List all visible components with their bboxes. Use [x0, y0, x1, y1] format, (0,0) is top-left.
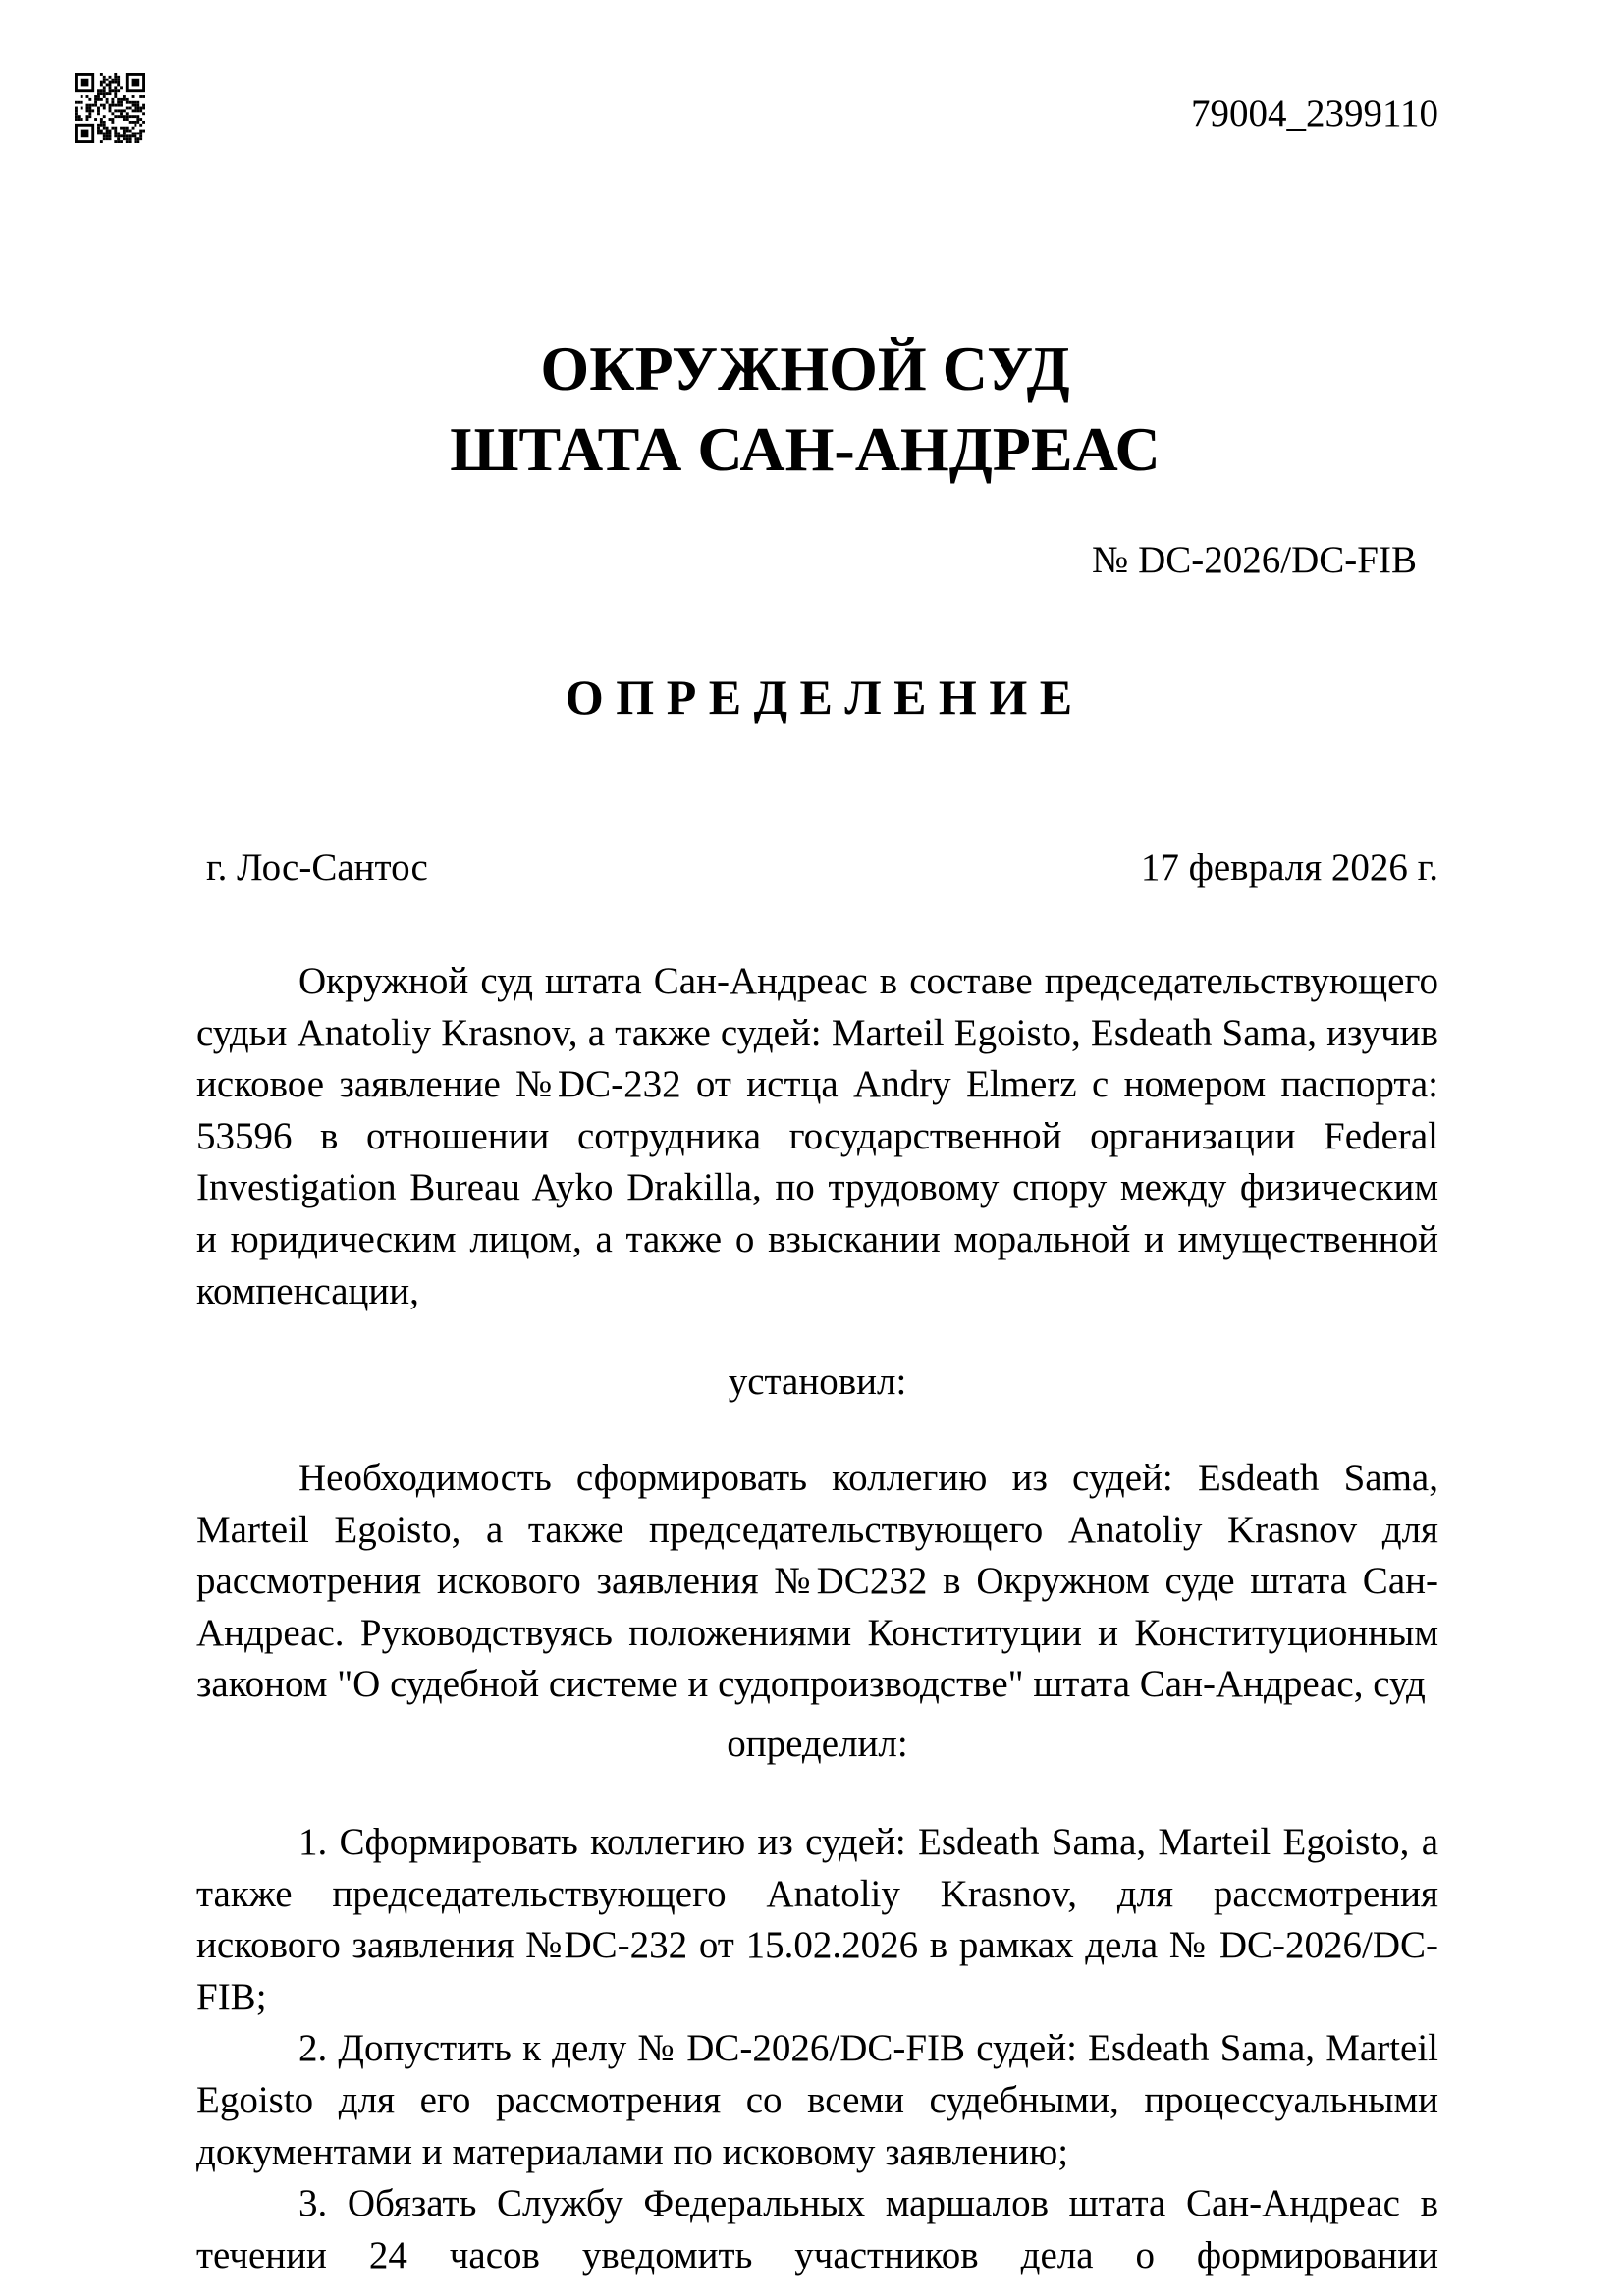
qr-module	[109, 81, 112, 84]
qr-module	[86, 104, 89, 107]
qr-module	[136, 115, 139, 118]
text-line: Egoisto для его рассмотрения со всеми судебными, процессуальными	[196, 2078, 1438, 2121]
qr-module	[106, 132, 109, 134]
qr-module	[117, 137, 120, 140]
text-line: 1. Сформировать коллегию из судей: Esdeath Sama, Marteil Egoisto, а	[298, 1821, 1438, 1863]
qr-module	[129, 121, 132, 124]
qr-module	[109, 89, 112, 92]
qr-module	[120, 104, 123, 107]
qr-module	[117, 76, 120, 79]
qr-module	[97, 95, 100, 98]
qr-module	[86, 115, 89, 118]
qr-module	[103, 121, 106, 124]
qr-module	[100, 132, 103, 134]
qr-module	[86, 107, 89, 110]
qr-module	[109, 130, 112, 133]
decision-item	[196, 2178, 1438, 2281]
qr-module	[106, 101, 109, 104]
qr-module	[132, 104, 135, 107]
qr-module	[106, 127, 109, 130]
qr-code-icon	[75, 71, 145, 145]
qr-module	[100, 73, 103, 76]
qr-module	[120, 134, 123, 137]
qr-module	[142, 107, 145, 110]
text-line: законом "О судебной системе и судопроизводстве" штата Сан-Андреас, суд	[196, 1663, 1426, 1706]
qr-module	[103, 95, 106, 98]
qr-module	[114, 134, 117, 137]
qr-module	[120, 109, 123, 112]
qr-module	[88, 115, 91, 118]
qr-module	[111, 127, 114, 130]
qr-module	[111, 118, 114, 121]
qr-module	[132, 132, 135, 134]
qr-module	[106, 130, 109, 133]
qr-module	[120, 101, 123, 104]
qr-module	[114, 79, 117, 81]
qr-module	[111, 104, 114, 107]
qr-module	[75, 118, 78, 121]
qr-module	[111, 89, 114, 92]
qr-module	[139, 95, 142, 98]
qr-module	[136, 140, 139, 143]
qr-module	[97, 92, 100, 95]
qr-module	[132, 115, 135, 118]
qr-module	[106, 137, 109, 140]
qr-module	[120, 115, 123, 118]
qr-module	[97, 112, 100, 115]
qr-module	[132, 101, 135, 104]
qr-module	[94, 101, 97, 104]
qr-module	[109, 92, 112, 95]
court-title	[0, 329, 1610, 490]
qr-module	[134, 121, 136, 124]
qr-module	[78, 101, 81, 104]
decision-item	[196, 2023, 1438, 2178]
qr-module	[142, 130, 145, 133]
qr-module	[103, 127, 106, 130]
qr-module	[114, 132, 117, 134]
qr-module	[134, 132, 136, 134]
qr-module	[91, 104, 94, 107]
qr-module	[117, 134, 120, 137]
qr-module	[139, 107, 142, 110]
qr-module	[123, 115, 126, 118]
qr-module	[100, 140, 103, 143]
qr-module	[139, 130, 142, 133]
qr-module	[114, 109, 117, 112]
qr-module	[78, 118, 81, 121]
qr-module	[132, 127, 135, 130]
text-line: компенсации,	[196, 1269, 419, 1312]
qr-module	[109, 134, 112, 137]
qr-module	[100, 89, 103, 92]
text-line: рассмотрения искового заявления №DC232 в Окружном суде штата Сан-	[196, 1560, 1438, 1603]
qr-module	[103, 115, 106, 118]
qr-module	[139, 109, 142, 112]
qr-module	[126, 130, 129, 133]
qr-module	[106, 79, 109, 81]
text-line: судьи Anatoliy Krasnov, а также судей: Marteil Egoisto, Esdeath Sama, изучив	[196, 1011, 1438, 1054]
established-heading: установил:	[728, 1361, 907, 1403]
qr-module	[129, 101, 132, 104]
qr-module	[123, 132, 126, 134]
qr-module	[97, 124, 100, 127]
qr-module	[117, 79, 120, 81]
qr-module	[117, 89, 120, 92]
qr-module	[114, 115, 117, 118]
qr-module	[81, 130, 89, 138]
qr-module	[111, 112, 114, 115]
qr-module	[88, 107, 91, 110]
qr-module	[117, 132, 120, 134]
qr-module	[123, 130, 126, 133]
qr-module	[109, 76, 112, 79]
qr-module	[109, 109, 112, 112]
qr-module	[106, 84, 109, 87]
qr-module	[132, 95, 135, 98]
text-line: также председательствующего Anatoliy Krasnov, для рассмотрения	[196, 1872, 1438, 1915]
qr-module	[129, 140, 132, 143]
qr-module	[97, 127, 100, 130]
qr-module	[123, 137, 126, 140]
text-line: FIB;	[196, 1975, 267, 2018]
qr-module	[114, 104, 117, 107]
qr-module	[103, 79, 106, 81]
qr-module	[114, 73, 117, 76]
qr-module	[81, 101, 83, 104]
qr-module	[126, 137, 129, 140]
qr-module	[126, 112, 129, 115]
qr-module	[100, 81, 103, 84]
qr-module	[114, 95, 117, 98]
qr-module	[109, 86, 112, 89]
qr-module	[75, 107, 78, 110]
qr-module	[136, 101, 139, 104]
qr-module	[103, 92, 106, 95]
qr-module	[111, 98, 114, 101]
case-number: № DC-2026/DC-FIB	[1092, 539, 1417, 581]
qr-module	[114, 76, 117, 79]
qr-module	[109, 84, 112, 87]
qr-module	[91, 109, 94, 112]
decided-heading: определил:	[727, 1723, 908, 1765]
qr-module	[123, 134, 126, 137]
qr-module	[123, 109, 126, 112]
qr-module	[78, 115, 81, 118]
qr-module	[123, 98, 126, 101]
qr-module	[88, 109, 91, 112]
qr-module	[100, 84, 103, 87]
qr-module	[100, 130, 103, 133]
qr-module	[100, 121, 103, 124]
qr-module	[100, 124, 103, 127]
qr-module	[134, 134, 136, 137]
qr-module	[142, 95, 145, 98]
qr-module	[139, 137, 142, 140]
qr-module	[106, 98, 109, 101]
qr-module	[75, 101, 78, 104]
qr-module	[134, 109, 136, 112]
qr-module	[86, 118, 89, 121]
document-number: 79004_2399110	[1190, 92, 1438, 134]
qr-module	[81, 107, 83, 110]
qr-module	[123, 95, 126, 98]
qr-module	[117, 140, 120, 143]
qr-module	[103, 86, 106, 89]
qr-module	[136, 109, 139, 112]
qr-module	[126, 101, 129, 104]
qr-module	[103, 134, 106, 137]
qr-module	[97, 132, 100, 134]
qr-module	[81, 118, 83, 121]
qr-module	[129, 134, 132, 137]
qr-module	[120, 140, 123, 143]
qr-module	[139, 124, 142, 127]
qr-module	[117, 84, 120, 87]
qr-module	[134, 115, 136, 118]
qr-module	[123, 127, 126, 130]
qr-module	[100, 92, 103, 95]
qr-module	[136, 107, 139, 110]
qr-module	[111, 101, 114, 104]
qr-module	[117, 101, 120, 104]
qr-module	[136, 104, 139, 107]
text-line: 2. Допустить к делу № DC-2026/DC-FIB судей: Esdeath Sama, Marteil	[298, 2027, 1438, 2070]
court-title-line: ШТАТА САН-АНДРЕАС	[450, 414, 1161, 484]
qr-module	[111, 121, 114, 124]
place: г. Лос-Сантос	[206, 846, 428, 888]
qr-module	[100, 98, 103, 101]
qr-module	[142, 112, 145, 115]
text-line: Окружной суд штата Сан-Андреас в составе председательствующего	[298, 960, 1438, 1002]
qr-module	[86, 109, 89, 112]
qr-module	[114, 140, 117, 143]
qr-module	[142, 121, 145, 124]
qr-module	[114, 86, 117, 89]
qr-module	[114, 92, 117, 95]
qr-module	[132, 121, 135, 124]
qr-module	[132, 79, 140, 87]
qr-module	[139, 134, 142, 137]
document-type-heading: О П Р Е Д Е Л Е Н И Е	[565, 669, 1073, 724]
qr-module	[136, 137, 139, 140]
qr-module	[114, 81, 117, 84]
qr-module	[134, 124, 136, 127]
qr-module	[120, 86, 123, 89]
qr-module	[103, 89, 106, 92]
decision-item	[196, 1817, 1438, 2023]
qr-module	[120, 98, 123, 101]
text-line: Андреас. Руководствуясь положениями Конституции и Конституционным	[196, 1611, 1438, 1654]
qr-module	[106, 134, 109, 137]
qr-module	[97, 107, 100, 110]
qr-module	[97, 109, 100, 112]
date: 17 февраля 2026 г.	[1140, 846, 1438, 888]
qr-module	[126, 98, 129, 101]
qr-module	[136, 118, 139, 121]
qr-module	[126, 107, 129, 110]
qr-module	[97, 130, 100, 133]
qr-module	[94, 98, 97, 101]
qr-module	[134, 104, 136, 107]
decision-items	[196, 1817, 1438, 2281]
qr-module	[111, 79, 114, 81]
qr-module	[103, 137, 106, 140]
qr-module	[117, 98, 120, 101]
qr-module	[114, 127, 117, 130]
qr-module	[103, 132, 106, 134]
court-title-line: ОКРУЖНОЙ СУД	[540, 334, 1070, 403]
text-line: документами и материалами по исковому заявлению;	[196, 2130, 1069, 2173]
qr-module	[106, 92, 109, 95]
qr-module	[75, 109, 78, 112]
qr-module	[94, 118, 97, 121]
intro-paragraph	[196, 956, 1438, 1317]
qr-module	[134, 137, 136, 140]
qr-module	[100, 104, 103, 107]
qr-module	[109, 118, 112, 121]
qr-module	[117, 104, 120, 107]
qr-module	[94, 104, 97, 107]
qr-module	[97, 98, 100, 101]
qr-module	[136, 132, 139, 134]
qr-module	[117, 81, 120, 84]
qr-module	[97, 89, 100, 92]
text-line: течении 24 часов уведомить участников дела о формировании	[196, 2233, 1438, 2276]
qr-module	[109, 132, 112, 134]
qr-module	[126, 134, 129, 137]
qr-module	[132, 109, 135, 112]
qr-module	[88, 104, 91, 107]
qr-module	[142, 104, 145, 107]
qr-module	[126, 115, 129, 118]
qr-module	[103, 124, 106, 127]
qr-module	[132, 134, 135, 137]
qr-module	[129, 107, 132, 110]
qr-module	[94, 95, 97, 98]
text-line: Investigation Bureau Ayko Drakilla, по трудовому спору между физическим	[196, 1166, 1438, 1209]
qr-module	[114, 89, 117, 92]
qr-module	[129, 137, 132, 140]
qr-module	[129, 115, 132, 118]
text-line: исковое заявление №DC-232 от истца Andry Elmerz с номером паспорта:	[196, 1063, 1438, 1106]
qr-module	[139, 132, 142, 134]
qr-module	[109, 104, 112, 107]
text-line: Marteil Egoisto, а также председательствующего Anatoliy Krasnov для	[196, 1508, 1438, 1551]
text-line: Необходимость сформировать коллегию из судей: Esdeath Sama,	[298, 1457, 1438, 1499]
qr-module	[103, 104, 106, 107]
text-line: 3. Обязать Службу Федеральных маршалов штата Сан-Андреас в	[298, 2182, 1438, 2225]
qr-module	[123, 118, 126, 121]
qr-module	[120, 127, 123, 130]
qr-module	[126, 140, 129, 143]
qr-module	[109, 137, 112, 140]
established-paragraph	[196, 1453, 1438, 1711]
qr-module	[134, 140, 136, 143]
qr-module	[117, 109, 120, 112]
qr-module	[81, 79, 89, 87]
text-line: искового заявления №DC-232 от 15.02.2026 в рамках дела № DC-2026/DC-	[196, 1924, 1438, 1967]
qr-module	[111, 81, 114, 84]
qr-module	[103, 107, 106, 110]
qr-module	[126, 127, 129, 130]
qr-module	[86, 95, 89, 98]
qr-module	[75, 112, 78, 115]
qr-module	[117, 115, 120, 118]
qr-module	[100, 118, 103, 121]
qr-module	[120, 112, 123, 115]
qr-module	[136, 121, 139, 124]
qr-module	[81, 95, 83, 98]
qr-module	[134, 101, 136, 104]
qr-module	[103, 76, 106, 79]
qr-module	[134, 107, 136, 110]
qr-module	[103, 81, 106, 84]
qr-module	[88, 112, 91, 115]
text-line: и юридическим лицом, а также о взыскании моральной и имущественной	[196, 1217, 1438, 1260]
qr-module	[126, 118, 129, 121]
qr-module	[88, 98, 91, 101]
qr-module	[75, 115, 78, 118]
qr-module	[114, 130, 117, 133]
text-line: 53596 в отношении сотрудника государственной организации Federal	[196, 1114, 1438, 1157]
qr-module	[129, 130, 132, 133]
qr-module	[109, 107, 112, 110]
qr-module	[139, 118, 142, 121]
